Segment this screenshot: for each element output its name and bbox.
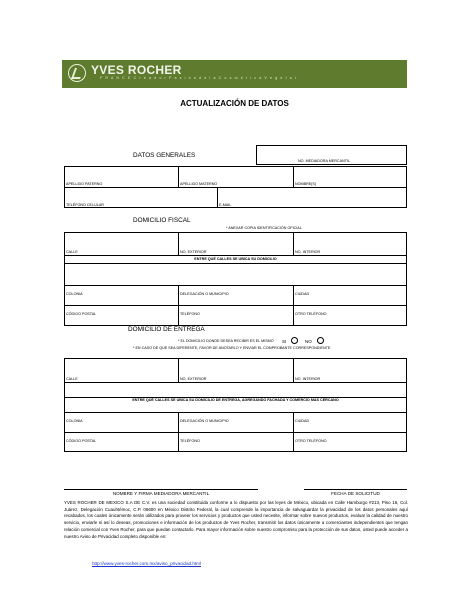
divider (178, 166, 179, 187)
divider (293, 166, 294, 187)
section-domicilio-fiscal: DOMICILIO FISCAL (133, 217, 191, 224)
si-radio[interactable] (291, 337, 298, 344)
divider (293, 412, 294, 452)
telefono-celular-label: TELÉFONO CELULAR (66, 203, 104, 207)
divider (293, 285, 294, 326)
divider (64, 412, 407, 413)
divider (293, 358, 294, 382)
divider (178, 232, 179, 255)
delegacion-label: DELEGACIÓN O MUNICIPIO (180, 292, 229, 296)
no-exterior-label: NO. EXTERIOR (180, 377, 207, 381)
entre-calles-entrega-label: ENTRE QUÉ CALLES SE UBICA SU DOMICILIO DE ENTREGA, AGREGANDO FACHADA Y COMERCIO MAS CERCANO (132, 398, 339, 402)
telefono-label: TELÉFONO (180, 312, 200, 316)
codigo-postal-label: CÓDIGO POSTAL (66, 312, 97, 316)
brand-tagline: F R A N C E C r e a d o r P a s i ó n d e l a C o s m é t i c a V e g e t a l (100, 76, 297, 80)
ciudad-label: CIUDAD (295, 292, 310, 296)
domicilio-fiscal-note: * ANEXAR COPIA IDENTIFICACIÓN OFICIAL (226, 226, 302, 230)
entre-calles-label: ENTRE QUÉ CALLES SE UBICA SU DOMICILIO (194, 257, 277, 261)
calle-label: CALLE (66, 250, 78, 254)
firma-line (64, 489, 258, 490)
codigo-postal-label: CÓDIGO POSTAL (66, 439, 97, 443)
diferente-note: * EN CASO DE QUE SEA DIFERENTE, FAVOR DE ANOTARLO Y ENVIAR EL COMPROBANTE CORRESPONDIENTE. (133, 346, 332, 350)
no-mediadora-label: NO. MEDIADORA MERCANTIL (298, 159, 351, 163)
divider (217, 187, 218, 208)
divider (64, 255, 407, 256)
yves-rocher-logo-icon (68, 64, 86, 82)
no-exterior-label: NO. EXTERIOR (180, 250, 207, 254)
telefono-label: TELÉFONO (180, 439, 200, 443)
domicilio-fiscal-box (64, 232, 407, 326)
si-label: SI (282, 339, 287, 344)
colonia-label: COLONIA (66, 419, 83, 423)
apellido-paterno-label: APELLIDO PATERNO (66, 182, 103, 186)
divider (293, 232, 294, 255)
no-radio[interactable] (317, 337, 324, 344)
fecha-solicitud-label: FECHA DE SOLICITUD (331, 491, 380, 496)
no-interior-label: NO. INTERIOR (295, 250, 321, 254)
divider (64, 263, 407, 264)
otro-telefono-label: OTRO TELÉFONO (295, 312, 327, 316)
apellido-materno-label: APELLIDO MATERNO (180, 182, 218, 186)
section-domicilio-entrega: DOMICILIO DE ENTREGA (128, 326, 205, 333)
aviso-privacidad-text: YVES ROCHER DE MEXICO S.A DE C.V. es una sociedad constituida conforme a lo dispuesto por las leyes de México, ubicada en Calle Hamburgo #213, Piso 16, Col. Juárez, Delegación Cuauhtémoc, C.P. 06600 en México Distrito Federal, la cual comprende la importancia de salvaguardar la privacidad de los datos personales aquí recabados, los cuales únicamente serán utilizados para proveer los servicios y productos que usted necesite, informar sobre nuevos productos, evaluar la calidad de nuestro servicio, enviarle si así lo deseas, promociones e información de los productos de Yves Rocher, transmitir los datos únicamente a comerciantes independientes que tengan relación comercial con Yves Rocher, para que puedan contactarlo. Para mayor información sobre nuestro compromiso para la protección de sus datos, usted puede acceder a nuestro Aviso de Privacidad completo disponible en: (64, 500, 408, 539)
nombre-firma-label: NOMBRE Y FIRMA MEDIADORA MERCANTIL (112, 491, 210, 496)
otro-telefono-label: OTRO TELÉFONO (295, 439, 327, 443)
no-label: NO (305, 339, 312, 344)
fecha-line (304, 489, 407, 490)
colonia-label: COLONIA (66, 292, 83, 296)
no-interior-label: NO. INTERIOR (295, 377, 321, 381)
section-datos-generales: DATOS GENERALES (133, 152, 196, 159)
ciudad-label: CIUDAD (295, 419, 310, 423)
email-label: E-MAIL (219, 203, 232, 207)
divider (64, 432, 407, 433)
divider (64, 305, 407, 306)
nombres-label: NOMBRE(S) (295, 182, 317, 186)
divider (178, 358, 179, 382)
divider (64, 187, 407, 188)
mismo-domicilio-note: * EL DOMICILIO DONDE DESEA RECIBIR ES EL MISMO (178, 339, 274, 343)
calle-label: CALLE (66, 377, 78, 381)
brand-name: YVES ROCHER (91, 63, 182, 77)
domicilio-entrega-box (64, 358, 407, 452)
aviso-privacidad-link[interactable]: http://www.yves-rocher.com.mx/aviso_privacidad.html (92, 561, 202, 566)
divider (64, 285, 407, 286)
delegacion-label: DELEGACIÓN O MUNICIPIO (180, 419, 229, 423)
page-title: ACTUALIZACIÓN DE DATOS (180, 99, 289, 108)
divider (178, 285, 179, 326)
divider (178, 412, 179, 452)
divider (64, 382, 407, 383)
